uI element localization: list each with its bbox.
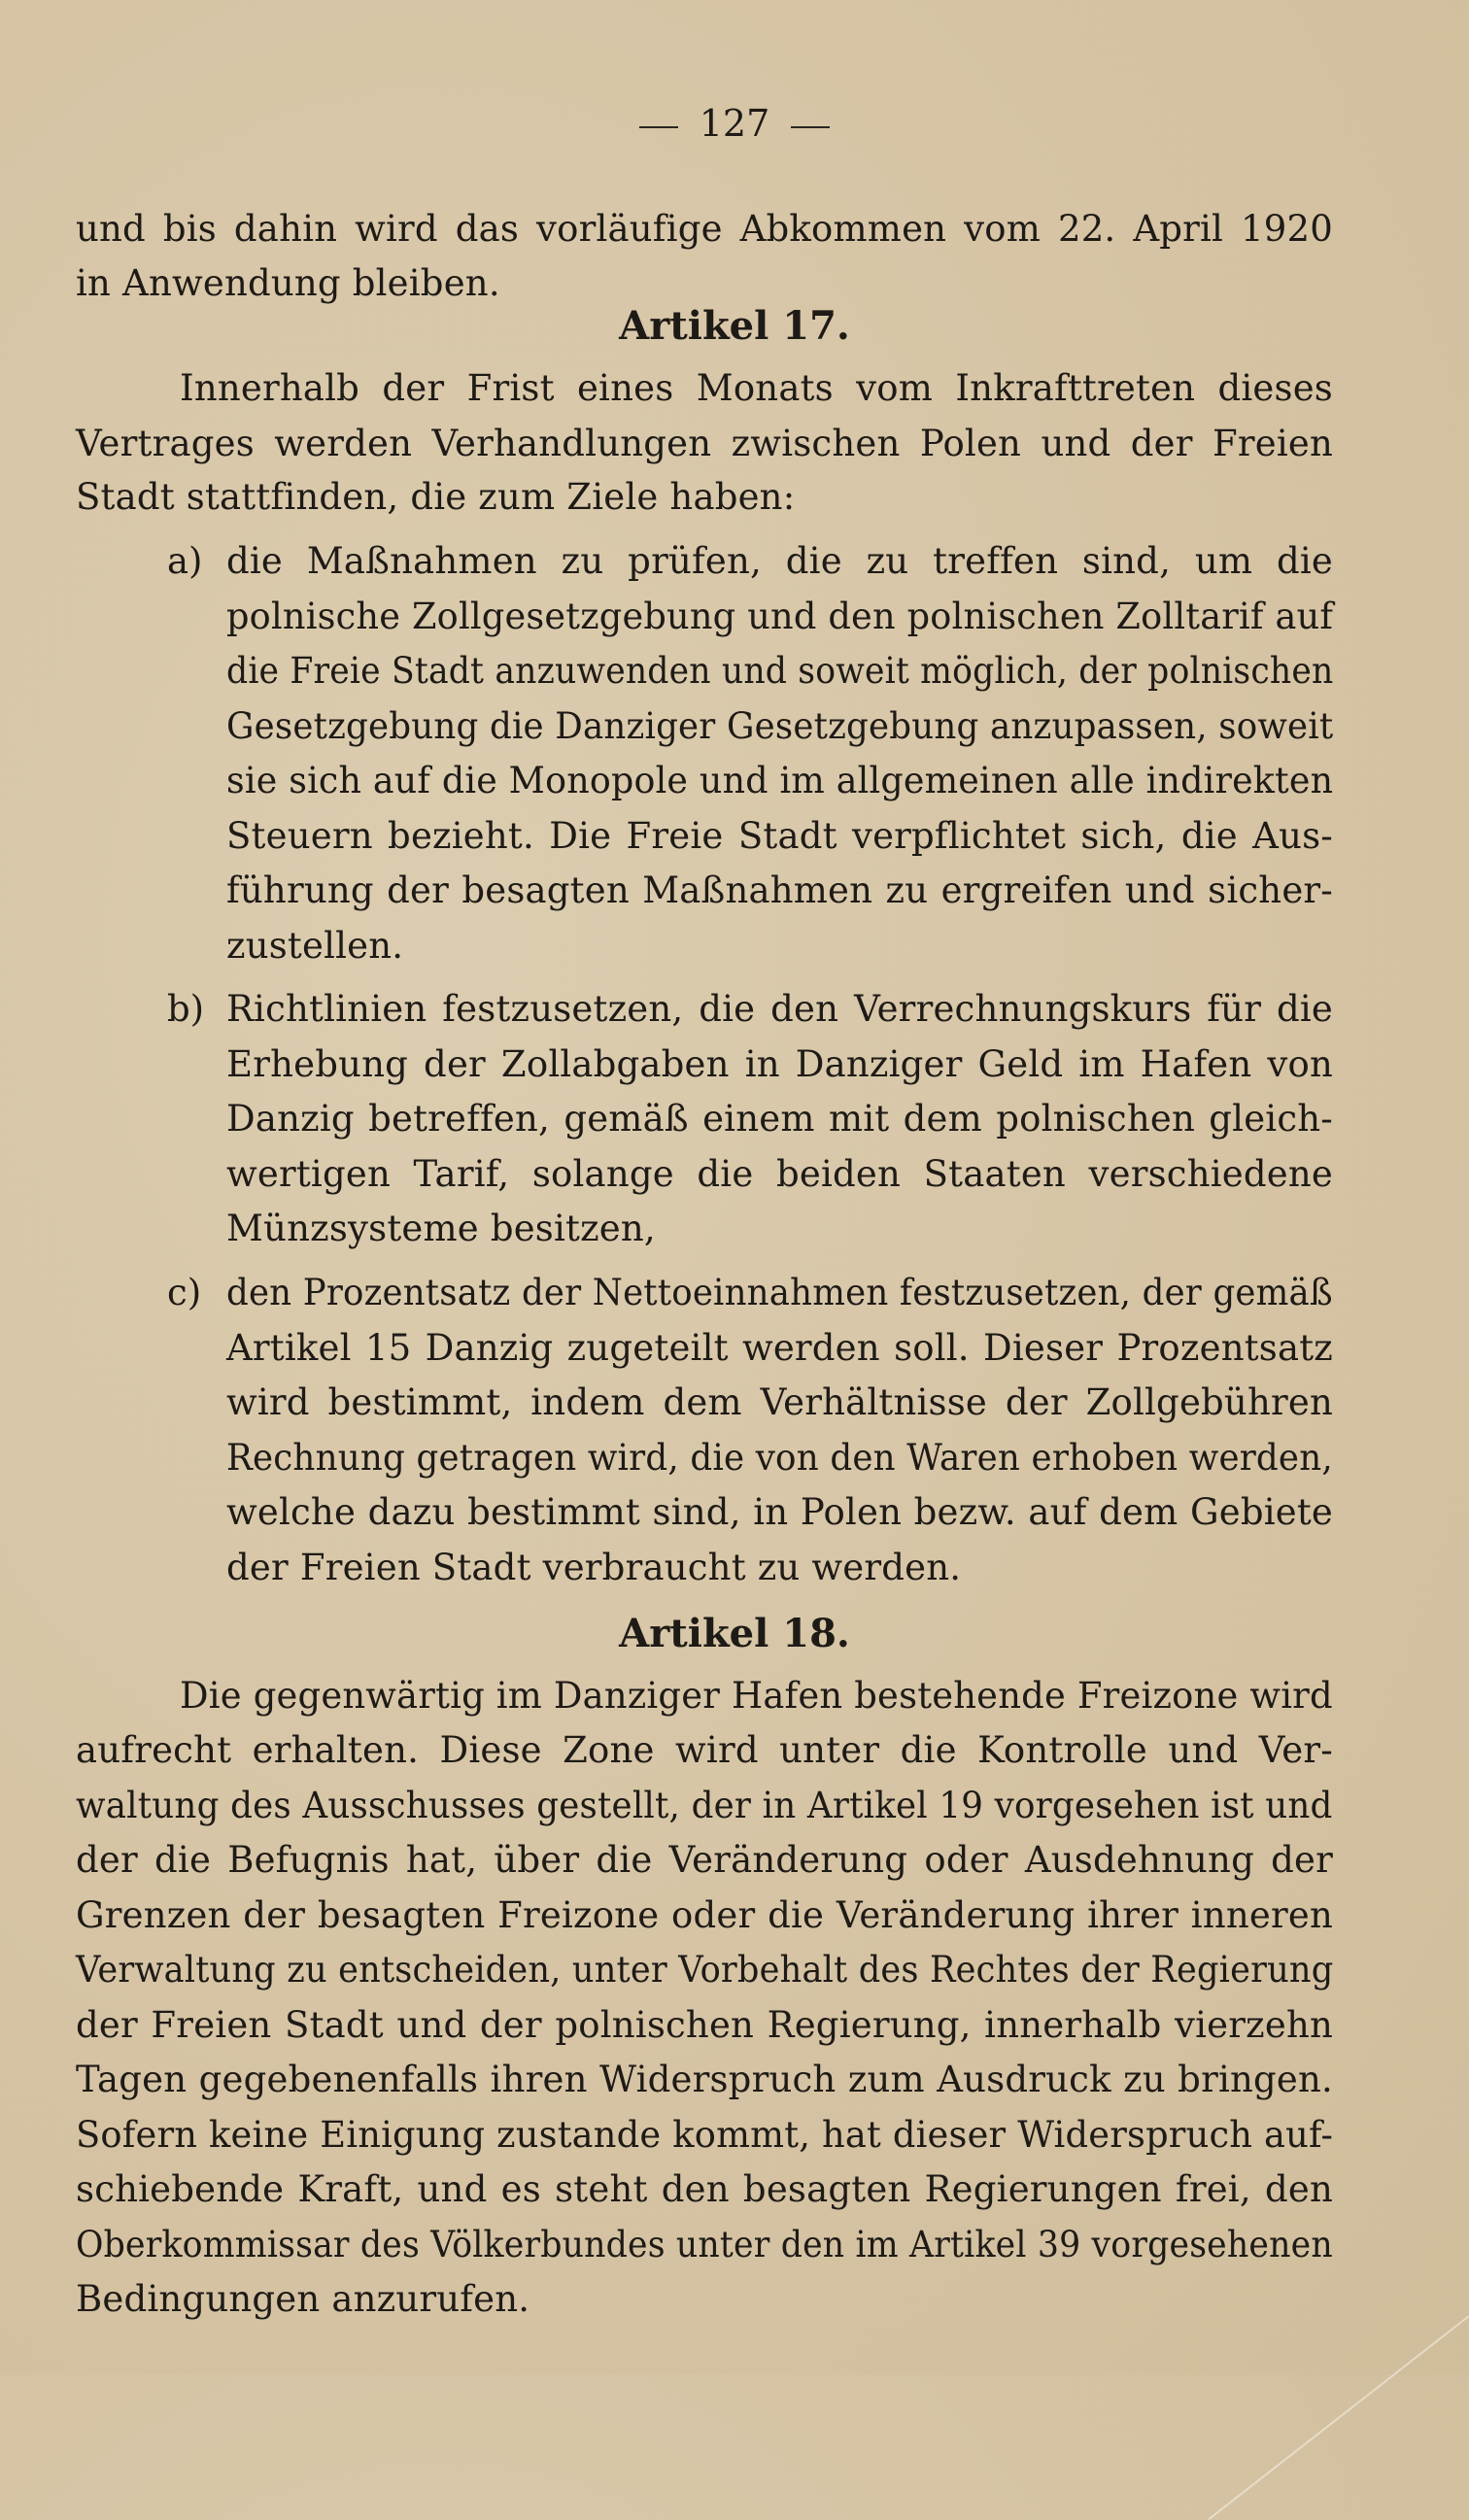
text-line: Die gegenwärtig im Danziger Hafen bestehende Freizone wird	[180, 1675, 1333, 1717]
list-item-line: der Freien Stadt verbraucht zu werden.	[226, 1547, 962, 1588]
list-item-line: Münzsysteme besitzen,	[226, 1208, 656, 1249]
article-18-heading: Artikel 18.	[619, 1611, 850, 1656]
list-item-line: Artikel 15 Danzig zugeteilt werden soll. Dieser Prozentsatz	[226, 1327, 1333, 1369]
text-line: Tagen gegebenenfalls ihren Widerspruch zum Ausdruck zu bringen.	[76, 2059, 1333, 2100]
list-item-line: führung der besagten Maßnahmen zu ergreifen und sicher-	[226, 869, 1333, 911]
list-item-line: Steuern bezieht. Die Freie Stadt verpflichtet sich, die Aus-	[226, 815, 1333, 857]
list-item-line: den Prozentsatz der Nettoeinnahmen festzusetzen, der gemäß	[226, 1272, 1333, 1313]
list-item-line: zustellen.	[226, 925, 404, 967]
text-line: der Freien Stadt und der polnischen Regierung, innerhalb vierzehn	[76, 2004, 1333, 2046]
text-line: in Anwendung bleiben.	[76, 262, 500, 304]
list-item-line: welche dazu bestimmt sind, in Polen bezw. auf dem Gebiete	[226, 1491, 1333, 1533]
text-line: Innerhalb der Frist eines Monats vom Inkrafttreten dieses	[180, 367, 1333, 409]
list-item-line: Rechnung getragen wird, die von den Waren erhoben werden,	[226, 1437, 1333, 1479]
text-line: waltung des Ausschusses gestellt, der in Artikel 19 vorgesehen ist und	[76, 1785, 1333, 1826]
dash-right	[791, 126, 830, 128]
text-line: aufrecht erhalten. Diese Zone wird unter die Kontrolle und Ver-	[76, 1729, 1333, 1771]
text-line: Bedingungen anzurufen.	[76, 2278, 530, 2320]
text-line: Vertrages werden Verhandlungen zwischen Polen und der Freien	[76, 423, 1333, 464]
article-17-heading: Artikel 17.	[619, 303, 850, 349]
list-item-line: sie sich auf die Monopole und im allgemeinen alle indirekten	[226, 760, 1334, 801]
paper-crease	[1208, 2315, 1469, 2520]
page-number: 127	[699, 102, 770, 145]
text-line: Grenzen der besagten Freizone oder die Veränderung ihrer inneren	[76, 1894, 1333, 1936]
list-item-line: Richtlinien festzusetzen, die den Verrechnungskurs für die	[226, 988, 1333, 1030]
text-line: schiebende Kraft, und es steht den besagten Regierungen frei, den	[76, 2168, 1333, 2210]
text-line: Oberkommissar des Völkerbundes unter den im Artikel 39 vorgesehenen	[76, 2224, 1333, 2265]
list-item-line: polnische Zollgesetzgebung und den polnischen Zolltarif auf	[226, 596, 1334, 637]
text-line: und bis dahin wird das vorläufige Abkommen vom 22. April 1920	[76, 208, 1333, 250]
list-item-line: Erhebung der Zollabgaben in Danziger Geld im Hafen von	[226, 1043, 1333, 1085]
list-label-a: a)	[167, 540, 203, 582]
text-line: Stadt stattfinden, die zum Ziele haben:	[76, 476, 796, 518]
list-item-line: Gesetzgebung die Danziger Gesetzgebung anzupassen, soweit	[226, 705, 1334, 747]
text-line: Verwaltung zu entscheiden, unter Vorbehalt des Rechtes der Regierung	[76, 1949, 1334, 1991]
list-label-c: c)	[167, 1272, 202, 1313]
text-line: der die Befugnis hat, über die Veränderung oder Ausdehnung der	[76, 1839, 1333, 1881]
list-item-line: die Freie Stadt anzuwenden und soweit möglich, der polnischen	[226, 650, 1334, 692]
list-item-line: wertigen Tarif, solange die beiden Staaten verschiedene	[226, 1153, 1333, 1195]
dash-left	[639, 126, 678, 128]
list-item-line: die Maßnahmen zu prüfen, die zu treffen sind, um die	[226, 540, 1333, 582]
text-line: Sofern keine Einigung zustande kommt, hat dieser Widerspruch auf-	[76, 2114, 1334, 2156]
page-number-header	[0, 101, 1469, 146]
list-label-b: b)	[167, 988, 205, 1030]
list-item-line: Danzig betreffen, gemäß einem mit dem polnischen gleich-	[226, 1098, 1333, 1140]
list-item-line: wird bestimmt, indem dem Verhältnisse der Zollgebühren	[226, 1381, 1333, 1423]
